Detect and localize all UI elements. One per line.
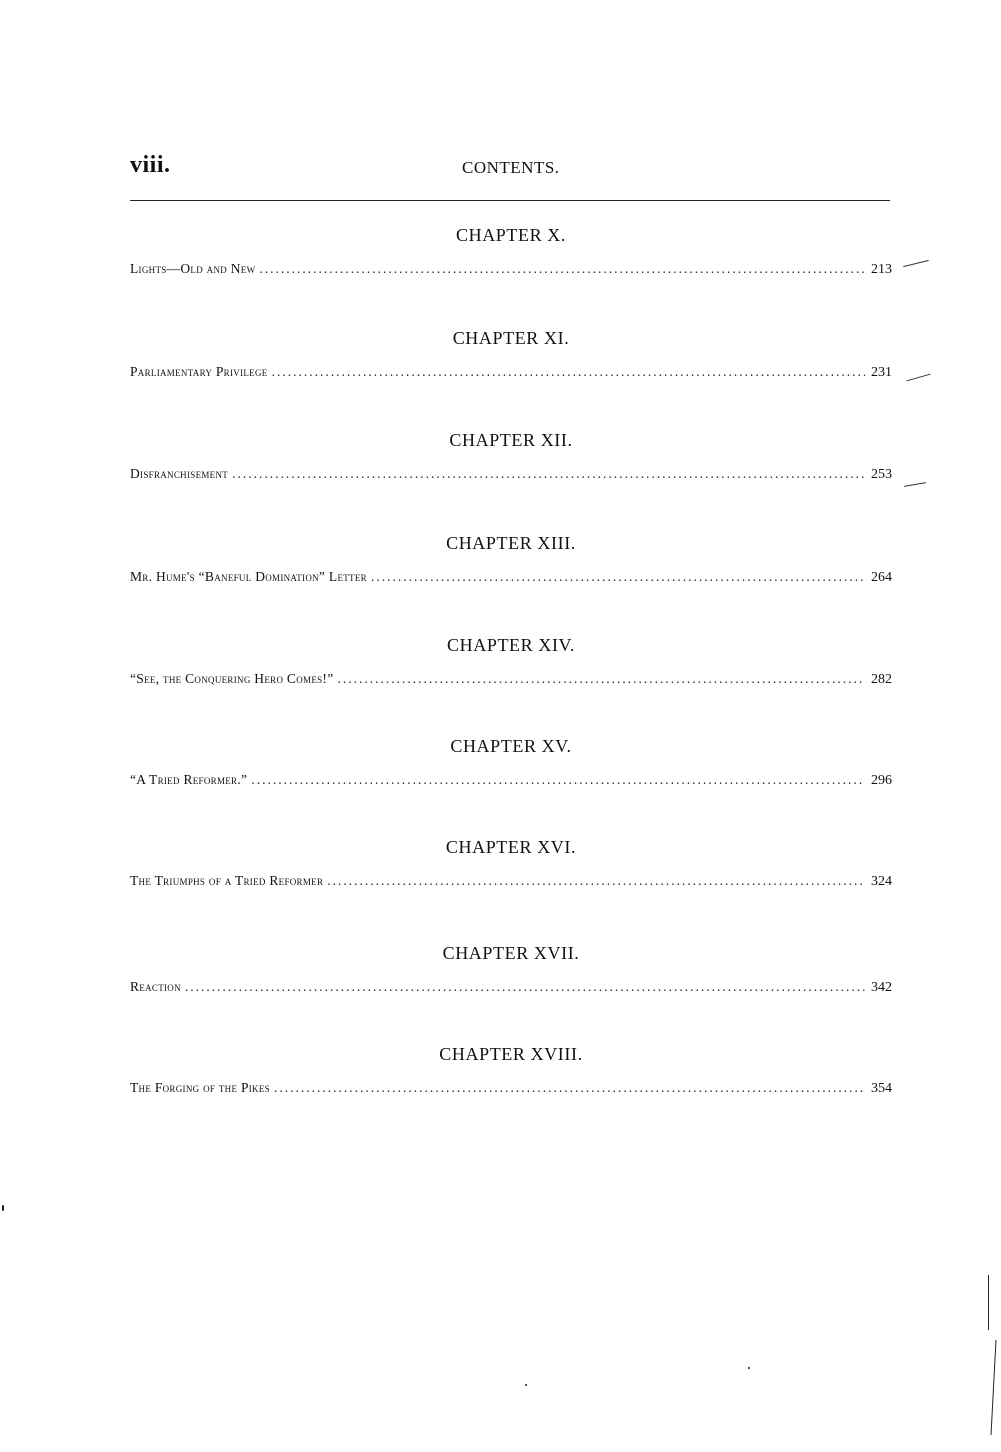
toc-entry xyxy=(130,464,892,484)
scan-speck xyxy=(525,1384,527,1386)
entry-title: “A Tried Reformer.” xyxy=(130,772,248,787)
chapter-heading: CHAPTER XIV. xyxy=(447,635,575,655)
chapter-heading: CHAPTER XVII. xyxy=(442,943,580,963)
pencil-tick-mark xyxy=(906,374,930,382)
dot-leader xyxy=(185,977,865,997)
entry-page-number: 231 xyxy=(871,365,892,380)
entry-page-number: 296 xyxy=(871,773,892,788)
toc-entry xyxy=(130,1078,892,1098)
entry-page-number: 264 xyxy=(871,570,892,585)
toc-entry xyxy=(130,770,892,790)
entry-title: Reaction xyxy=(130,979,181,994)
chapter-block-xiv xyxy=(130,633,892,689)
toc-entry xyxy=(130,669,892,689)
entry-page-number: 354 xyxy=(871,1081,892,1096)
dot-leader xyxy=(232,464,865,484)
entry-page-number: 253 xyxy=(871,467,892,482)
entry-title: “See, the Conquering Hero Comes!” xyxy=(130,671,334,686)
entry-title: The Forging of the Pikes xyxy=(130,1080,270,1095)
chapter-heading: CHAPTER XII. xyxy=(449,430,573,450)
pencil-tick-mark xyxy=(904,482,926,487)
chapter-heading: CHAPTER XV. xyxy=(450,736,572,756)
dot-leader xyxy=(338,669,865,689)
scan-speck xyxy=(2,1205,4,1211)
pencil-tick-mark xyxy=(903,260,928,267)
page-edge-mark xyxy=(991,1340,997,1435)
chapter-heading: CHAPTER X. xyxy=(455,225,566,245)
header-rule xyxy=(130,200,890,201)
chapter-block-x xyxy=(130,223,892,279)
chapter-block-xiii xyxy=(130,531,892,587)
dot-leader xyxy=(371,567,865,587)
entry-title: The Triumphs of a Tried Reformer xyxy=(130,873,324,888)
chapter-block-xvi xyxy=(130,835,892,891)
toc-entry xyxy=(130,259,892,279)
chapter-block-xii xyxy=(130,428,892,484)
chapter-heading: CHAPTER XI. xyxy=(452,328,570,348)
entry-page-number: 213 xyxy=(871,262,892,277)
dot-leader xyxy=(327,871,865,891)
toc-entry xyxy=(130,977,892,997)
toc-entry xyxy=(130,567,892,587)
dot-leader xyxy=(274,1078,865,1098)
page-edge-mark xyxy=(988,1275,989,1330)
chapter-heading: CHAPTER XIII. xyxy=(446,533,576,553)
entry-title: Lights—Old and New xyxy=(130,261,256,276)
entry-page-number: 324 xyxy=(871,874,892,889)
page-header xyxy=(130,150,890,190)
chapter-block-xvii xyxy=(130,941,892,997)
chapter-block-xi xyxy=(130,326,892,382)
chapter-heading: CHAPTER XVIII. xyxy=(439,1044,583,1064)
toc-entry xyxy=(130,871,892,891)
dot-leader xyxy=(272,362,865,382)
dot-leader xyxy=(259,259,865,279)
scan-speck xyxy=(748,1367,750,1369)
entry-title: Disfranchisement xyxy=(130,466,229,481)
chapter-block-xviii xyxy=(130,1042,892,1098)
running-head: CONTENTS. xyxy=(462,158,560,177)
entry-page-number: 342 xyxy=(871,980,892,995)
chapter-heading: CHAPTER XVI. xyxy=(445,837,577,857)
entry-page-number: 282 xyxy=(871,672,892,687)
toc-entry xyxy=(130,362,892,382)
page-number: viii. xyxy=(130,152,171,178)
chapter-block-xv xyxy=(130,734,892,790)
dot-leader xyxy=(251,770,865,790)
entry-title: Parliamentary Privilege xyxy=(130,364,268,379)
entry-title: Mr. Hume's “Baneful Domination” Letter xyxy=(130,569,367,584)
